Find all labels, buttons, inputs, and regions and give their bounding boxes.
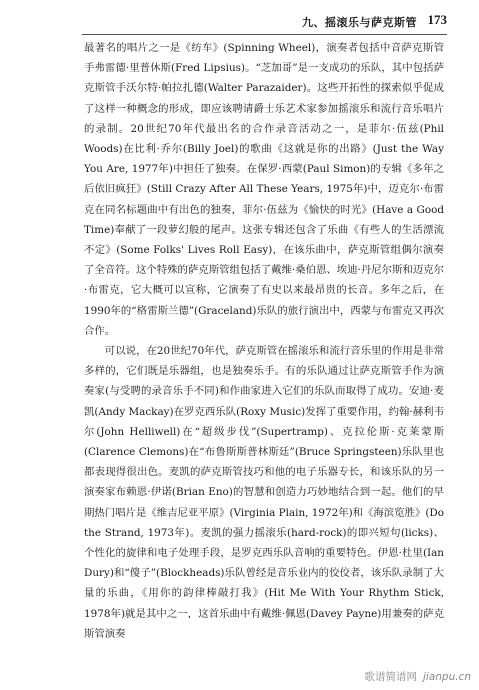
page-number: 173 — [427, 12, 447, 27]
paragraph-2: 可以说，在20世纪70年代，萨克斯管在摇滚乐和流行音乐里的作用是非常多样的，它们既是乐器组，也是独奏乐手。有的乐队通过让萨克斯管手作为演奏家(与受聘的录音乐手不同)和作曲家进入它们的乐队而取得了成功。安迪·麦凯(Andy Mackay)在罗克西乐队(Roxy Music)发挥了重要作用，约翰·赫利韦尔(John Helliwell)在“超级步伐”(Supertramp)、克拉伦斯·克莱蒙斯(Clarence Clemons)在“布鲁斯斯普林斯廷”(Bruce Springsteen)乐队里也都表现得很出色。麦凯的萨克斯管技巧和他的电子乐器专长，和该乐队的另一演奏家布赖恩·伊诺(Brian Eno)的智慧和创造力巧妙地结合到一起。他们的早期热门唱片是《维吉尼亚平原》(Virginia Plain, 1972年)和《海滨览胜》(Do the Strand, 1973年)。麦凯的强力摇滚乐(hard-rock)的即兴短句(licks)、个性化的旋律和电子处理手段，是罗克西乐队音响的重要特色。伊恩·杜里(Ian Dury)和“傻子”(Blockheads)乐队曾经是音乐业内的佼佼者，该乐队录制了大量的乐曲，《用你的韵律棒敲打我》(Hit Me With Your Rhythm Stick, 1978年)就是其中之一，这首乐曲中有戴维·佩恩(Davey Payne)用兼奏的萨克斯管演奏 — [84, 345, 445, 640]
watermark-site: jianpu.cn — [422, 670, 471, 683]
chapter-title: 九、摇滚乐与萨克斯管 — [302, 16, 417, 29]
watermark-text: 歌谱简谱网 — [364, 671, 417, 683]
watermark — [364, 669, 471, 684]
page-header — [0, 6, 479, 32]
paragraph-1: 最著名的唱片之一是《纺车》(Spinning Wheel)，演奏者包括中音萨克斯管手弗雷德·里普休斯(Fred Lipsius)。“芝加哥”是一支成功的乐队，其中包括萨克斯管手沃尔特·帕拉扎德(Walter Parazaider)。这些开拓性的探索似乎促成了这样一种概念的形成，即应该聘请爵士乐艺术家参加摇滚乐和流行音乐唱片的录制。20世纪70年代最出名的合作录音活动之一，是菲尔·伍兹(Phil Woods)在比利·乔尔(Billy Joel)的歌曲《这就是你的出路》(Just the Way You Are, 1977年)中担任了独奏。在保罗·西蒙(Paul Simon)的专辑《多年之后依旧疯狂》(Still Crazy After All These Years, 1975年)中，迈克尔·布雷克在同名标题曲中有出色的独奏，菲尔·伍兹为《愉快的时光》(Have a Good Time)奉献了一段萝幻般的尾声。这张专辑还包含了乐曲《有些人的生活漂流不定》(Some Folks' Lives Roll Easy)，在该乐曲中，萨克斯管组偶尔演奏了全音符。这个特殊的萨克斯管组包括了戴维·桑伯恩、埃迪·丹尼尔斯和迈克尔·布雷克，它大概可以宣称，它演奏了有史以来最昂贵的长音。多年之后，在1990年的“格雷斯兰德”(Graceland)乐队的旅行演出中，西蒙与布雷克又再次合作。 — [84, 42, 444, 337]
body-text — [84, 38, 444, 644]
header-rule — [82, 34, 447, 35]
